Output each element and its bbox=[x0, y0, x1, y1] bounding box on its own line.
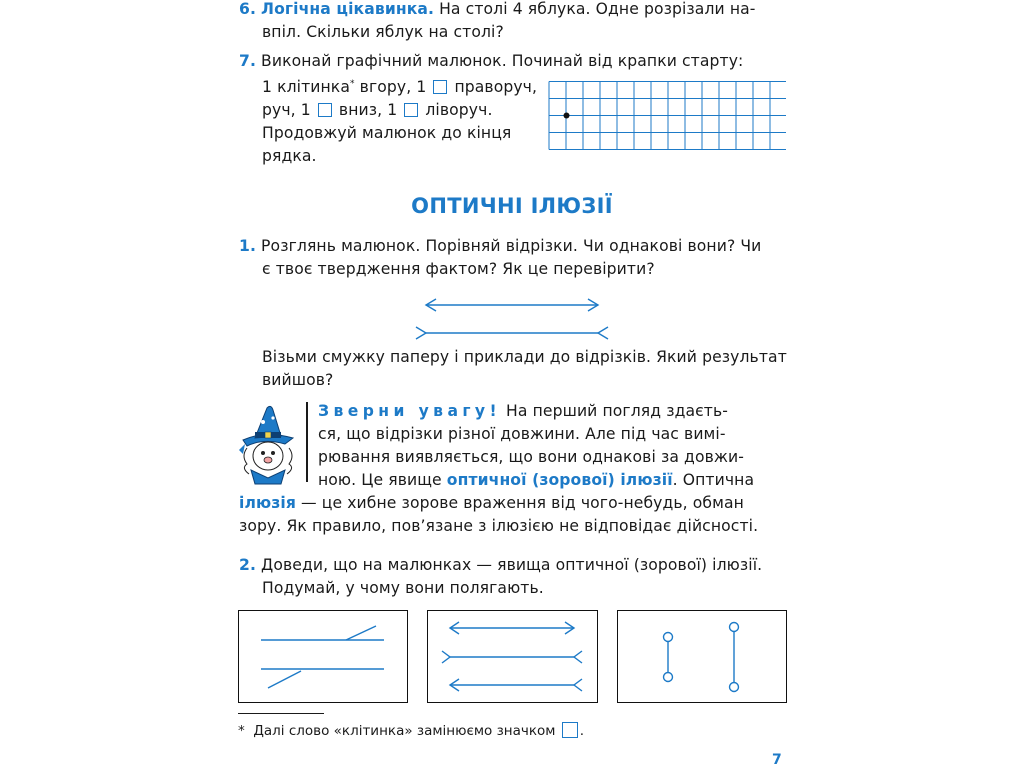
note-line3: рювання виявляється, що вони однакові за довжи- bbox=[318, 448, 744, 466]
cell-icon bbox=[318, 103, 332, 117]
footnote-text: Далі слово «клітинка» замінюємо значком bbox=[253, 723, 556, 739]
note-line4 bbox=[318, 469, 788, 492]
cell-icon bbox=[562, 722, 578, 738]
exercise-2 bbox=[239, 554, 799, 600]
wizard-mascot-icon bbox=[233, 404, 303, 486]
muller-lyer-figure bbox=[414, 294, 610, 342]
exercise-1-line2: є твоє твердження фактом? Як це перевірити? bbox=[262, 260, 655, 278]
section-title: ОПТИЧНІ ІЛЮЗІЇ bbox=[411, 194, 613, 218]
illusion-box-1 bbox=[238, 610, 408, 703]
exercise-1-line1: Розглянь малюнок. Порівняй відрізки. Чи однакові вони? Чи bbox=[261, 237, 762, 255]
task-7-line1: Виконай графічний малюнок. Починай від крапки старту: bbox=[261, 52, 744, 70]
drawing-grid bbox=[548, 81, 786, 150]
exercise-1-after-line2: вийшов? bbox=[262, 371, 334, 389]
note-block-continued bbox=[239, 492, 799, 538]
exercise-2-line1: Доведи, що на малюнках — явища оптичної (зорової) ілюзії. bbox=[261, 556, 763, 574]
footnote-mark: * bbox=[349, 79, 355, 89]
exercise-1-after-line1: Візьми смужку паперу і приклади до відрізків. Який результат bbox=[262, 348, 787, 366]
start-dot bbox=[564, 113, 570, 119]
note-term: ілюзія bbox=[239, 494, 296, 512]
exercise-1-after bbox=[262, 346, 802, 392]
task-7-text: вниз, 1 bbox=[333, 101, 403, 120]
task-7-text: праворуч, bbox=[449, 78, 538, 97]
task-7-line5: рядка. bbox=[262, 147, 317, 166]
note-heading: Зверни увагу! bbox=[318, 402, 501, 420]
note-line2: ся, що відрізки різної довжини. Але під час вимі- bbox=[318, 425, 726, 443]
footnote-rule bbox=[238, 713, 324, 714]
task-7-text: руч, 1 bbox=[262, 101, 316, 120]
note-line6: зору. Як правило, пов’язане з ілюзією не відповідає дійсності. bbox=[239, 517, 759, 535]
poggendorff-illusion bbox=[239, 611, 407, 702]
muller-lyer-illusion bbox=[428, 611, 597, 702]
note-text: — це хибне зорове враження від чого-небудь, обман bbox=[295, 494, 744, 512]
task-6-line2: впіл. Скільки яблук на столі? bbox=[262, 23, 504, 41]
task-6 bbox=[239, 0, 799, 44]
note-text: . Оптична bbox=[672, 471, 755, 489]
exercise-1-number: 1. bbox=[239, 237, 256, 255]
note-term: оптичної (зорової) ілюзії bbox=[446, 471, 673, 489]
note-line5 bbox=[239, 492, 799, 515]
task-6-title: Логічна цікавинка. bbox=[261, 0, 435, 18]
page-number: 7 bbox=[772, 752, 782, 768]
illusion-box-2 bbox=[427, 610, 598, 703]
footnote: * Далі слово «клітинка» замінюємо значком . bbox=[238, 723, 585, 739]
exercise-2-line2: Подумай, у чому вони полягають. bbox=[262, 579, 544, 597]
circle-segments-illusion bbox=[618, 611, 786, 702]
cell-icon bbox=[433, 80, 447, 94]
note-block bbox=[318, 400, 788, 492]
cell-icon bbox=[404, 103, 418, 117]
task-7-text: вгору, 1 bbox=[354, 78, 432, 97]
exercise-1 bbox=[239, 235, 799, 281]
note-text: ною. Це явище bbox=[318, 471, 447, 489]
task-6-number: 6. bbox=[239, 0, 256, 18]
exercise-2-number: 2. bbox=[239, 556, 256, 574]
task-6-line1: На столі 4 яблука. Одне розрізали на- bbox=[434, 0, 756, 18]
note-line1: На перший погляд здаєть- bbox=[501, 402, 728, 420]
task-7-text: 1 клітинка bbox=[262, 78, 350, 97]
task-7-text: ліворуч. bbox=[420, 101, 493, 120]
task-7-line4: Продовжуй малюнок до кінця bbox=[262, 124, 512, 143]
footnote-star: * bbox=[238, 723, 245, 739]
task-7-number: 7. bbox=[239, 52, 256, 70]
note-divider bbox=[306, 402, 308, 482]
illusion-box-3 bbox=[617, 610, 787, 703]
